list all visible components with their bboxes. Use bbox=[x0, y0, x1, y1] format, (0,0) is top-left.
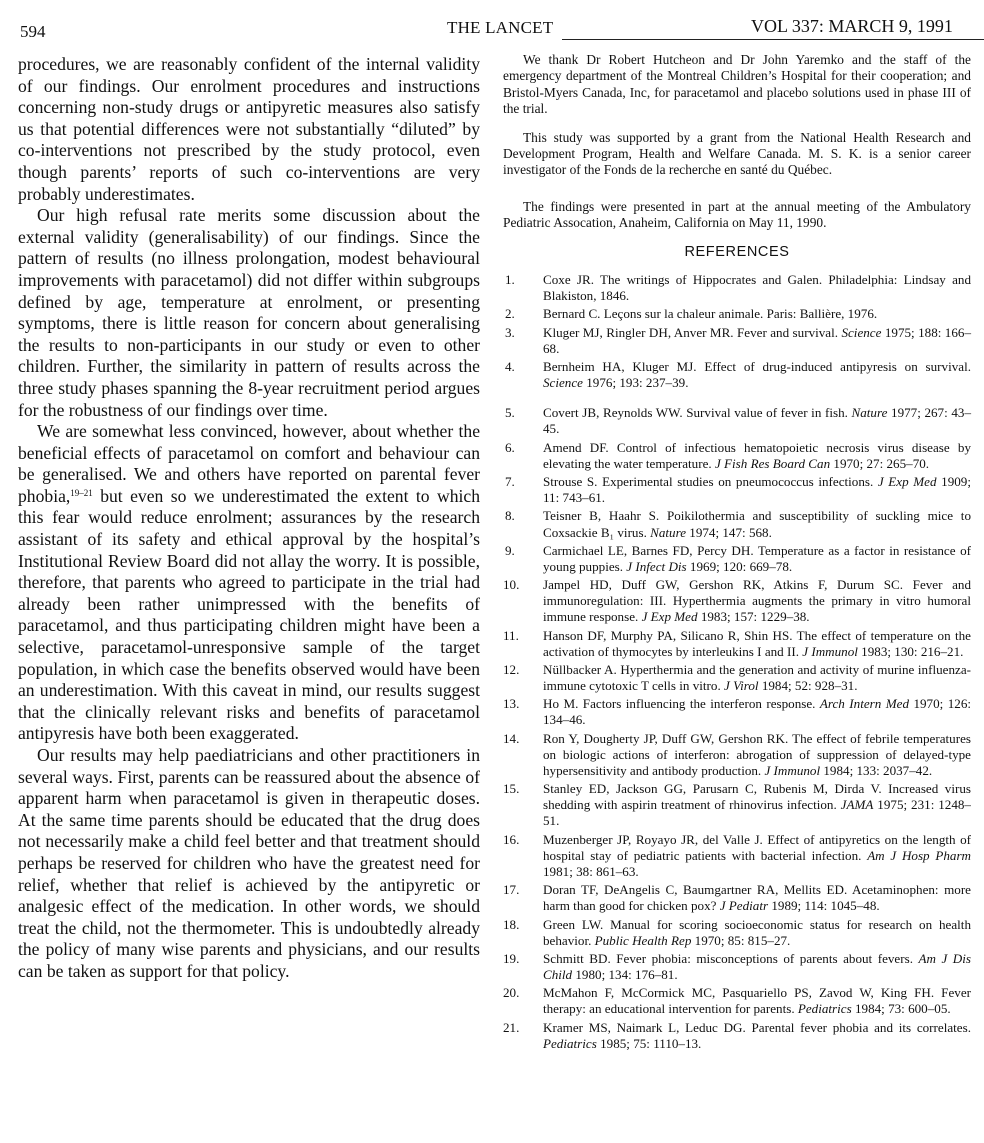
paragraph-beneficial-effects bbox=[18, 421, 480, 745]
reference-number: 16. bbox=[503, 831, 520, 847]
paragraph-refusal-rate: Our high refusal rate merits some discussion about the external validity (generalisability) of our findings. Since the pattern of results (no illness prolongation, modest behavioural improvements with paracetamol) did not differ within subgroups defined by age, temperature at enrolment, or presenting symptoms, there is little reason for concern about generalising the results to non-participants in our study or even to other children. Further, the similarity in pattern of results across the three study phases spanning the 8-year recruitment period argues for the robustness of our findings over time. bbox=[18, 205, 480, 420]
acknowledgment-funding: This study was supported by a grant from the National Health Research and Development Program, Health and Welfare Canada. M. S. K. is a senior career investigator of the Fonds de la recherche en santé du Québec. bbox=[503, 129, 971, 178]
reference-journal: Science bbox=[841, 324, 882, 340]
reference-item bbox=[503, 662, 971, 694]
reference-journal: J Immunol bbox=[764, 762, 821, 778]
reference-volume-pages: 1909; 11: 743–61. bbox=[543, 474, 971, 506]
reference-journal: Science bbox=[543, 375, 583, 391]
reference-number: 20. bbox=[503, 985, 520, 1001]
reference-volume-pages: 1975; 188: 166–68. bbox=[543, 324, 971, 356]
reference-citation: Kluger MJ, Ringler DH, Anver MR. Fever and survival. bbox=[543, 324, 842, 340]
references-heading: REFERENCES bbox=[684, 243, 790, 260]
reference-number: 7. bbox=[505, 474, 515, 490]
reference-number: 19. bbox=[503, 950, 520, 966]
reference-item bbox=[503, 731, 971, 779]
reference-volume-pages: 1985; 75: 1110–13. bbox=[596, 1035, 702, 1051]
reference-journal: J Immunol bbox=[802, 643, 858, 659]
reference-item bbox=[503, 917, 971, 949]
reference-journal: J Fish Res Board Can bbox=[714, 455, 831, 471]
reference-number: 15. bbox=[503, 781, 520, 797]
reference-volume-pages: 1980; 134: 176–81. bbox=[572, 967, 678, 982]
reference-citation: Hanson DF, Murphy PA, Silicano R, Shin HS. The effect of temperature on the activation of thymocytes by interleukins I and II. bbox=[543, 627, 971, 659]
reference-volume-pages: 1974; 147: 568. bbox=[686, 524, 772, 540]
reference-item bbox=[503, 543, 971, 575]
reference-item bbox=[503, 325, 971, 357]
reference-journal: Arch Intern Med bbox=[819, 696, 910, 712]
reference-item bbox=[503, 951, 971, 983]
reference-journal: J Exp Med bbox=[877, 474, 937, 490]
reference-number: 3. bbox=[505, 324, 515, 340]
reference-citation: Bernheim HA, Kluger MJ. Effect of drug-induced antipyresis on survival. bbox=[543, 359, 971, 375]
header-rule bbox=[562, 39, 984, 40]
reference-volume-pages: 1989; 114: 1045–48. bbox=[768, 898, 880, 914]
reference-volume-pages: 1970; 27: 265–70. bbox=[830, 455, 930, 471]
paragraph-validity: procedures, we are reasonably confident of the internal validity of our findings. Our enrolment procedures and instructions concerning non-study drugs or antipyretic measures also satisfy us that potential differences were not substantially “diluted” by co-interventions not prescribed by the study protocol, even though parents’ reports of such co-interventions are very probably underestimates. bbox=[18, 54, 480, 204]
reference-volume-pages: 1984; 133: 2037–42. bbox=[820, 762, 933, 778]
reference-journal: J Infect Dis bbox=[626, 558, 687, 574]
reference-item bbox=[503, 272, 971, 304]
reference-journal: Nature bbox=[851, 405, 888, 421]
reference-citation: Schmitt BD. Fever phobia: misconceptions of parents about fevers. bbox=[543, 950, 919, 966]
reference-citation: Jampel HD, Duff GW, Gershon RK, Atkins F, Durum SC. Fever and immunoregulation: III. Hyperthermia augments the primary in vitro humoral immune response. bbox=[543, 577, 971, 625]
reference-citation: Strouse S. Experimental studies on pneumococcus infections. bbox=[543, 474, 878, 490]
reference-item bbox=[503, 306, 971, 322]
reference-item bbox=[503, 696, 971, 728]
reference-number: 9. bbox=[505, 542, 515, 558]
reference-number: 5. bbox=[505, 405, 515, 421]
reference-citation: Stanley ED, Jackson GG, Parusarn C, Rubenis M, Dirda V. Increased virus shedding with aspirin treatment of rhinovirus infection. bbox=[543, 781, 971, 813]
discussion-column bbox=[18, 54, 480, 983]
paragraph-text: but even so we underestimated the extent to which this fear would reduce enrolment; assurances by the research assistant of its safety and ethical approval by the hospital’s Institutional Review Board did not allay the worry. It is possible, therefore, that parents who agreed to participate in the trial had already been rather unimpressed with the benefits of paracetamol, and thus participating children might have been a selective, paracetamol-unresponsive sample of the target population, in which case the benefits observed would have been an underestimation. With this caveat in mind, our results suggest that the clinically relevant risks and benefits of paracetamol antipyresis have both been exaggerated. bbox=[18, 485, 480, 744]
reference-number: 11. bbox=[503, 627, 519, 643]
reference-journal: Am J Hosp Pharm bbox=[867, 847, 972, 863]
reference-number: 18. bbox=[503, 916, 520, 932]
reference-item bbox=[503, 359, 971, 391]
reference-number: 17. bbox=[503, 882, 520, 898]
reference-number: 8. bbox=[505, 508, 515, 524]
reference-volume-pages: 1977; 267: 43–45. bbox=[543, 405, 971, 437]
volume-date: VOL 337: MARCH 9, 1991 bbox=[751, 16, 953, 36]
reference-number: 6. bbox=[505, 439, 515, 455]
paragraph-practice-implications: Our results may help paediatricians and other practitioners in several ways. First, parents can be reassured about the absence of apparent harm when paracetamol is given in therapeutic doses. At the same time parents should be educated that the drug does not necessarily make a child feel better and that treatment should perhaps be reserved for children who have the greatest need for relief, whether that relief is achieved by the antipyretic or analgesic effect of the medication. In other words, we should treat the child, not the thermometer. This is undoubtedly already the policy of many wise parents and physicians, and our results can be taken as support for that policy. bbox=[18, 745, 480, 981]
reference-citation: Bernard C. Leçons sur la chaleur animale. Paris: Ballière, 1976. bbox=[543, 306, 878, 322]
reference-item bbox=[503, 985, 971, 1017]
reference-volume-pages: 1975; 231: 1248–51. bbox=[543, 797, 971, 829]
reference-citation: Teisner B, Haahr S. Poikilothermia and susceptibility of suckling mice to Coxsackie B₁ virus. bbox=[543, 508, 971, 540]
reference-journal: J Virol bbox=[724, 678, 759, 694]
reference-number: 13. bbox=[503, 696, 520, 712]
reference-number: 2. bbox=[505, 306, 515, 322]
reference-item bbox=[503, 882, 971, 914]
reference-journal: Public Health Rep bbox=[594, 932, 692, 948]
reference-volume-pages: 1970; 85: 815–27. bbox=[691, 932, 791, 948]
reference-number: 10. bbox=[503, 577, 520, 593]
reference-citation: Carmichael LE, Barnes FD, Percy DH. Temperature as a factor in resistance of young puppies. bbox=[543, 542, 971, 574]
reference-number: 14. bbox=[503, 730, 520, 746]
reference-citation: Ron Y, Dougherty JP, Duff GW, Gershon RK. The effect of febrile temperatures on biologic actions of interferon: abrogation of suppression of delayed-type hypersensitivity and antibody production. bbox=[543, 730, 971, 778]
journal-title: THE LANCET bbox=[447, 18, 554, 37]
reference-item bbox=[503, 474, 971, 506]
paragraph-text: We are somewhat less convinced, however, about whether the beneficial effects of paracetamol on comfort and behaviour can be generalised. We and others have reported on parental fever phobia, bbox=[18, 421, 480, 506]
reference-item bbox=[503, 781, 971, 829]
reference-journal: Pediatrics bbox=[797, 1001, 852, 1017]
reference-volume-pages: 1981; 38: 861–63. bbox=[543, 863, 639, 879]
reference-citation: Coxe JR. The writings of Hippocrates and Galen. Philadelphia: Lindsay and Blakiston, 1846. bbox=[543, 272, 971, 304]
acknowledgment-presentation: The findings were presented in part at the annual meeting of the Ambulatory Pediatric Assocation, Anaheim, California on May 11, 1990. bbox=[503, 198, 971, 231]
reference-item bbox=[503, 405, 971, 437]
reference-citation: McMahon F, McCormick MC, Pasquariello PS, Zavod W, King FH. Fever therapy: an educational intervention for parents. bbox=[543, 985, 971, 1017]
reference-number: 21. bbox=[503, 1019, 520, 1035]
reference-citation: Nüllbacker A. Hyperthermia and the generation and activity of murine influenza-immune cytotoxic T cells in vitro. bbox=[543, 662, 971, 694]
reference-volume-pages: 1983; 130: 216–21. bbox=[857, 643, 964, 659]
reference-journal: J Exp Med bbox=[641, 609, 698, 625]
reference-citation: Green LW. Manual for scoring socioeconomic status for research on health behavior. bbox=[543, 916, 971, 948]
reference-volume-pages: 1984; 73: 600–05. bbox=[851, 1001, 951, 1017]
reference-journal: J Pediatr bbox=[719, 898, 769, 914]
reference-list bbox=[503, 272, 971, 1052]
reference-citation: Kramer MS, Naimark L, Leduc DG. Parental fever phobia and its correlates. bbox=[543, 1019, 971, 1035]
reference-number: 1. bbox=[505, 272, 515, 288]
reference-item bbox=[503, 628, 971, 660]
reference-volume-pages: 1984; 52: 928–31. bbox=[758, 678, 858, 694]
reference-item bbox=[503, 832, 971, 880]
reference-journal: Am J Dis Child bbox=[543, 950, 971, 982]
reference-number: 12. bbox=[503, 662, 520, 677]
reference-item bbox=[503, 440, 971, 472]
acknowledgment-thanks: We thank Dr Robert Hutcheon and Dr John Yaremko and the staff of the emergency department of the Montreal Children’s Hospital for their cooperation; and Bristol-Myers Canada, Inc, for paracetamol and placebo solutions used in phase III of the trial. bbox=[503, 52, 971, 117]
reference-item bbox=[503, 1020, 971, 1052]
reference-volume-pages: 1970; 126: 134–46. bbox=[543, 696, 972, 728]
reference-number: 4. bbox=[505, 359, 515, 375]
reference-citation: Doran TF, DeAngelis C, Baumgartner RA, Mellits ED. Acetaminophen: more harm than good for chicken pox? bbox=[543, 882, 971, 914]
reference-volume-pages: 1983; 157: 1229–38. bbox=[697, 609, 810, 625]
reference-volume-pages: 1976; 193: 237–39. bbox=[582, 375, 689, 391]
reference-item bbox=[503, 508, 971, 540]
reference-journal: JAMA bbox=[840, 797, 874, 813]
citation-superscript: 19–21 bbox=[70, 487, 93, 498]
reference-citation: Ho M. Factors influencing the interferon response. bbox=[543, 696, 820, 712]
reference-citation: Covert JB, Reynolds WW. Survival value of fever in fish. bbox=[543, 405, 852, 421]
reference-volume-pages: 1969; 120: 669–78. bbox=[686, 558, 793, 574]
reference-citation: Muzenberger JP, Royayo JR, del Valle J. Effect of antipyretics on the length of hospital stay of pediatric patients with bacterial infection. bbox=[543, 831, 971, 863]
reference-citation: Amend DF. Control of infectious hematopoietic necrosis virus disease by elevating the water temperature. bbox=[543, 439, 971, 471]
reference-journal: Pediatrics bbox=[543, 1035, 597, 1051]
reference-item bbox=[503, 577, 971, 625]
page-number: 594 bbox=[20, 22, 46, 41]
back-matter-column bbox=[503, 52, 971, 1054]
reference-journal: Nature bbox=[650, 524, 687, 540]
